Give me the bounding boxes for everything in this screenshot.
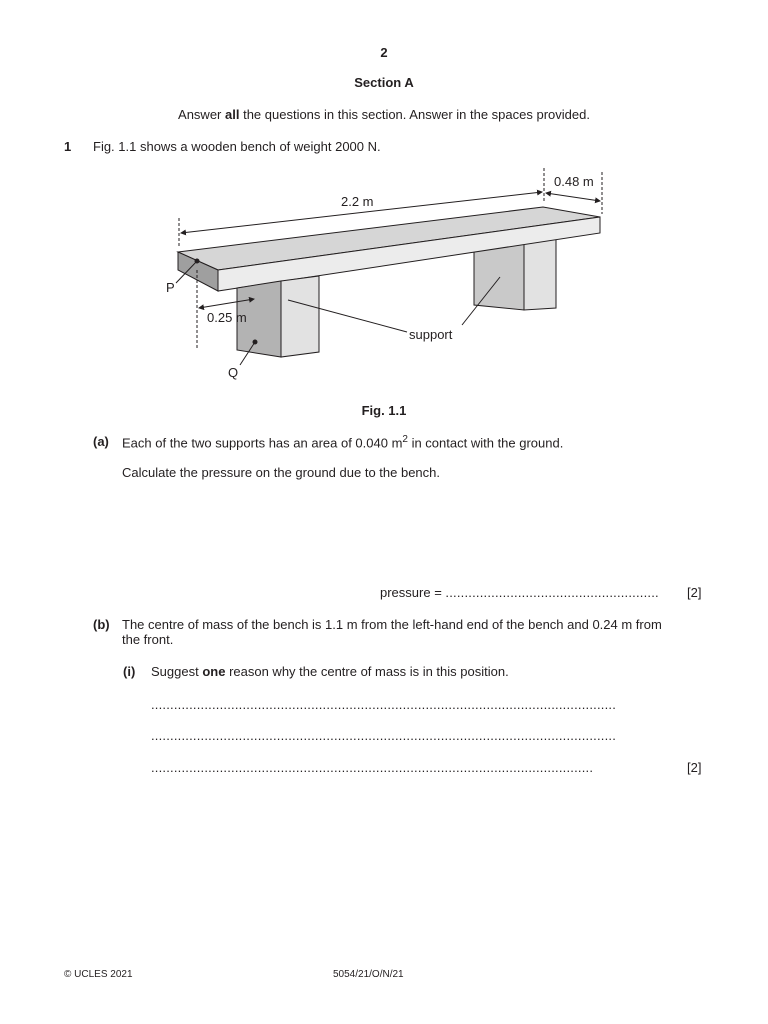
question-number: 1	[64, 139, 72, 154]
support-label: support	[409, 327, 453, 342]
part-b-i-label: (i)	[123, 664, 136, 679]
footer-code: 5054/21/O/N/21	[333, 969, 404, 980]
instructions-text-2: the questions in this section. Answer in the spaces provided.	[239, 107, 590, 122]
instructions-text-1: Answer	[178, 107, 225, 122]
question-text: Fig. 1.1 shows a wooden bench of weight 2000 N.	[93, 139, 381, 154]
point-q-label: Q	[228, 365, 239, 380]
point-p-label: P	[166, 280, 175, 295]
part-a-text-1: Each of the two supports has an area of 0.040 m	[122, 435, 403, 451]
part-b-line-1: The centre of mass of the bench is 1.1 m from the left-hand end of the bench and 0.24 m from	[122, 617, 662, 632]
part-a-superscript: 2	[402, 434, 408, 445]
width-label: 0.48 m	[554, 174, 594, 189]
depth-label: 0.25 m	[207, 310, 247, 325]
answer-line-2[interactable]: ..........................................................................................................................	[151, 728, 617, 743]
page-number: 2	[380, 45, 388, 60]
part-b-i-question	[151, 664, 509, 679]
pressure-label: pressure =	[380, 585, 446, 600]
figure-caption: Fig. 1.1	[361, 403, 407, 418]
answer-line-1[interactable]: ..........................................................................................................................	[151, 697, 617, 712]
part-a-text-2: in contact with the ground.	[407, 435, 564, 451]
part-b-i-text-1: Suggest	[151, 664, 203, 679]
part-b-i-marks: [2]	[687, 760, 702, 775]
footer-copyright: © UCLES 2021	[64, 969, 133, 980]
part-a-marks: [2]	[687, 585, 702, 600]
length-label: 2.2 m	[341, 194, 374, 209]
part-b-label: (b)	[93, 617, 110, 632]
instructions-bold: all	[225, 107, 240, 122]
width-dimension	[544, 168, 602, 214]
part-a-line-2: Calculate the pressure on the ground due to the bench.	[122, 465, 440, 480]
bench-figure	[0, 0, 768, 400]
support-annotation	[288, 277, 500, 342]
part-a-line-1	[122, 434, 563, 450]
part-a-label: (a)	[93, 434, 109, 449]
pressure-answer-row	[380, 585, 659, 600]
section-title: Section A	[354, 75, 414, 90]
part-b-i-bold: one	[202, 664, 226, 679]
pressure-answer-line[interactable]: ........................................................	[445, 585, 659, 600]
answer-line-3[interactable]: ....................................................................................................................	[151, 760, 594, 775]
part-b-i-text-2: reason why the centre of mass is in this position.	[225, 664, 509, 679]
part-b-line-2: the front.	[122, 632, 174, 647]
left-support	[237, 276, 319, 357]
